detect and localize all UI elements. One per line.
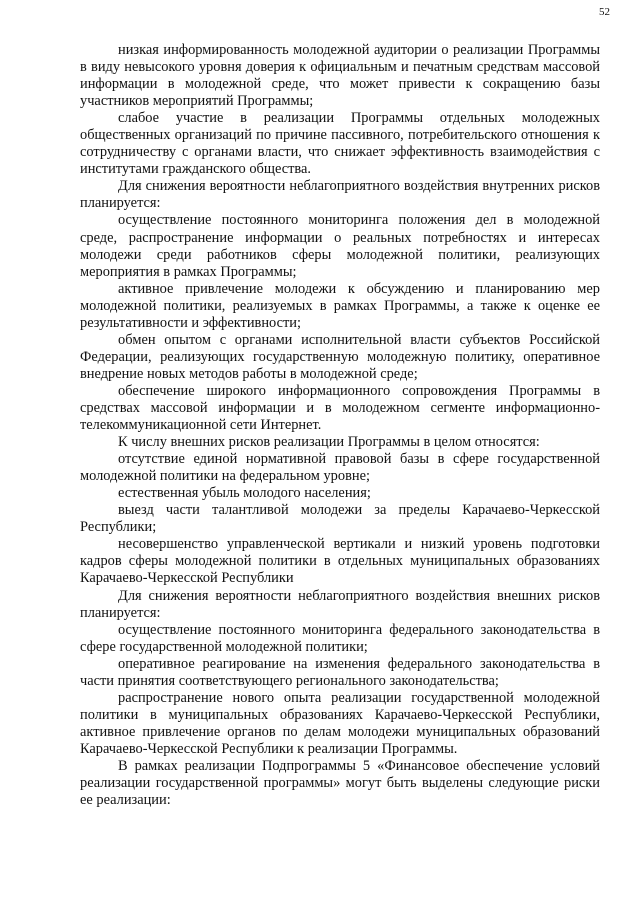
paragraph: естественная убыль молодого населения; [118, 485, 371, 502]
paragraph: К числу внешних рисков реализации Программы в целом относятся: [118, 434, 540, 451]
paragraph: осуществление постоянного мониторинга положения дел в молодежной среде, распространение информации о реальных потребностях и интересах молодежи среди работников сферы молодежной политики, реализующих мероприятия в рамках Программы; [80, 212, 600, 280]
paragraph: Для снижения вероятности неблагоприятного воздействия внутренних рисков планируется: [80, 178, 600, 212]
page-number: 52 [599, 6, 610, 18]
paragraph: В рамках реализации Подпрограммы 5 «Финансовое обеспечение условий реализации государственной программы» могут быть выделены следующие риски ее реализации: [80, 757, 600, 809]
paragraph: несовершенство управленческой вертикали и низкий уровень подготовки кадров сферы молодежной политики в отдельных муниципальных образованиях Карачаево-Черкесской Республики [80, 536, 600, 587]
paragraph: обеспечение широкого информационного сопровождения Программы в средствах массовой информации и в молодежном сегменте информационно-телекоммуникационной сети Интернет. [80, 382, 600, 434]
paragraph: слабое участие в реализации Программы отдельных молодежных общественных организаций по причине пассивного, потребительского отношения к сотрудничеству с органами власти, что снижает эффективность взаимодействия с институтами гражданского общества. [80, 110, 600, 178]
paragraph: низкая информированность молодежной аудитории о реализации Программы в виду невысокого уровня доверия к официальным и печатным средствам массовой информации в молодежной среде, что может привести к сокращению базы участников мероприятий Программы; [80, 42, 600, 110]
paragraph: оперативное реагирование на изменения федерального законодательства в части принятия соответствующего регионального законодательства; [80, 655, 600, 689]
paragraph: Для снижения вероятности неблагоприятного воздействия внешних рисков планируется: [80, 587, 600, 621]
paragraph: активное привлечение молодежи к обсуждению и планированию мер молодежной политики, реализуемых в рамках Программы, а также к оценке ее результативности и эффективности; [80, 280, 600, 331]
document-body [80, 42, 600, 809]
paragraph: обмен опытом с органами исполнительной власти субъектов Российской Федерации, реализующих государственную молодежную политику, оперативное внедрение новых методов работы в молодежной среде; [80, 331, 600, 382]
paragraph: отсутствие единой нормативной правовой базы в сфере государственной молодежной политики на федеральном уровне; [80, 451, 600, 485]
paragraph: выезд части талантливой молодежи за пределы Карачаево-Черкесской Республики; [80, 502, 600, 536]
paragraph: осуществление постоянного мониторинга федерального законодательства в сфере государственной молодежной политики; [80, 621, 600, 655]
paragraph: распространение нового опыта реализации государственной молодежной политики в муниципальных образованиях Карачаево-Черкесской Республики, активное привлечение органов по делам молодежи муниципальных образований Карачаево-Черкесской Республики к реализации Программы. [80, 689, 600, 757]
